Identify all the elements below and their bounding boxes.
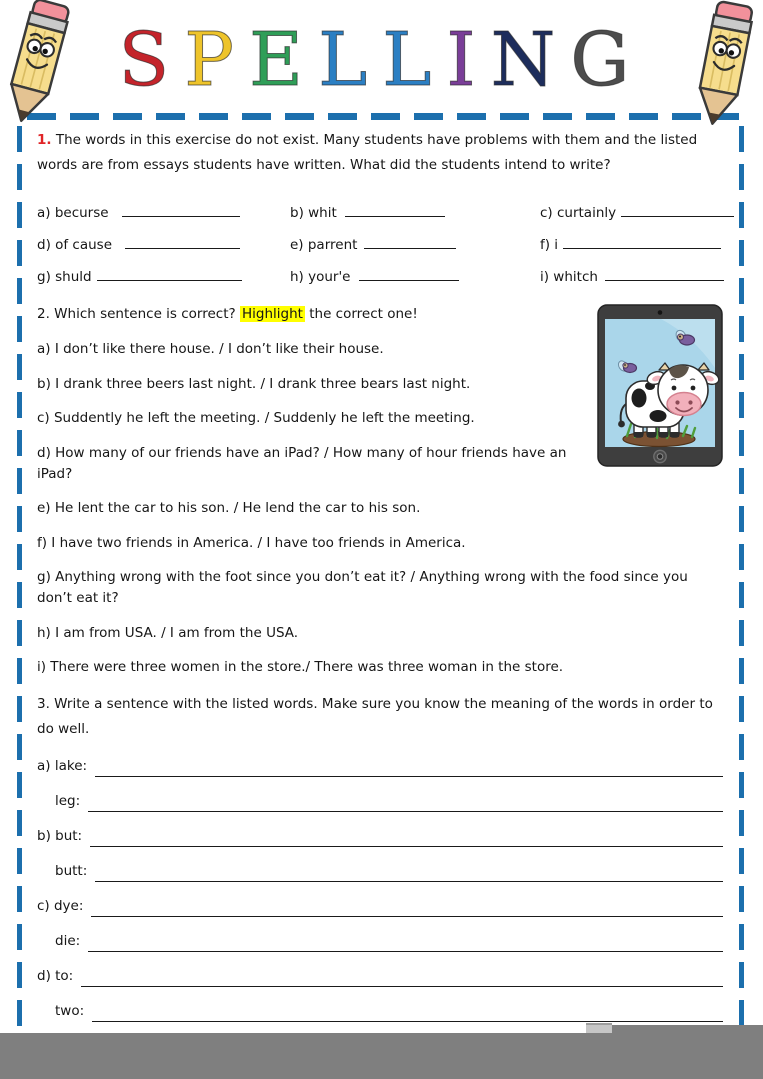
word-label: e) parrent (290, 236, 358, 253)
write-sentence-row (37, 966, 723, 987)
page-title (119, 12, 645, 108)
word-label: d) to: (37, 968, 74, 984)
exercise-1-number: 1. (37, 132, 52, 148)
answer-blank (91, 900, 723, 917)
exercise-3-prompt-text: Write a sentence with the listed words. Make sure you know the meaning of the words in order to do well. (37, 696, 713, 737)
dashed-border-top (27, 113, 739, 120)
sentence-choice-item: b) I drank three beers last night. / I drank three bears last night. (37, 375, 471, 392)
word-label: b) whit (290, 204, 337, 221)
title-letter: G (570, 17, 645, 103)
answer-blank (95, 865, 723, 882)
answer-blank (125, 234, 240, 249)
sentence-choice-item: e) He lent the car to his son. / He lend the car to his son. (37, 500, 421, 516)
exercise-3-prompt (37, 692, 723, 742)
sentence-choice-item: f) I have two friends in America. / I have too friends in America. (37, 534, 466, 551)
write-sentence-row (37, 826, 723, 847)
answer-blank (364, 234, 456, 249)
word-item (37, 202, 290, 224)
exercise-1-prompt-text: The words in this exercise do not exist. Many students have problems with them and the listed words are from essays students have written. What did the students intend to write? (37, 132, 698, 173)
sentence-choice-item: c) Suddently he left the meeting. / Suddenly he left the meeting. (37, 410, 475, 426)
word-item (290, 266, 540, 288)
word-label: f) i (540, 236, 559, 253)
exercise-2 (37, 302, 723, 679)
word-item (540, 266, 734, 288)
title-letter: E (249, 17, 319, 103)
word-label: a) becurse (37, 204, 109, 221)
write-sentence-row (37, 791, 723, 812)
title-letter: I (446, 17, 491, 103)
answer-blank (88, 795, 723, 812)
write-sentence-row (37, 756, 723, 777)
word-label: two: (55, 1003, 85, 1019)
write-sentence-row (37, 1001, 723, 1022)
word-label: leg: (55, 793, 81, 809)
answer-blank (621, 202, 734, 217)
exercise-1-prompt (37, 128, 723, 178)
answer-blank (345, 202, 445, 217)
sentence-choice-item: a) I don’t like there house. / I don’t like their house. (37, 341, 384, 357)
word-label: die: (55, 933, 81, 949)
write-sentence-row (37, 861, 723, 882)
answer-blank (92, 1005, 723, 1022)
tablet-cow-image (597, 304, 723, 467)
exercise-2-prompt-text: the correct one! (304, 305, 418, 322)
bottom-gray-bar (0, 1033, 763, 1079)
word-item (290, 202, 540, 224)
dashed-border-right (739, 126, 744, 1025)
answer-blank (81, 970, 723, 987)
word-label: i) whitch (540, 268, 598, 285)
title-letter: S (118, 17, 185, 103)
dashed-border-left (17, 126, 22, 1033)
sentence-choice-item: g) Anything wrong with the foot since you don’t eat it? / Anything wrong with the food since you don’t eat it? (37, 569, 688, 606)
word-item (540, 202, 734, 224)
worksheet-content (37, 122, 723, 1057)
exercise-1-answers (37, 192, 723, 288)
exercise-2-prompt-text: 2. Which sentence is correct? (37, 305, 240, 322)
exercise-1 (37, 128, 723, 288)
sentence-choice-item: d) How many of our friends have an iPad? / How many of hour friends have an iPad? (37, 444, 567, 482)
word-item (37, 266, 290, 288)
sentence-choice-item: i) There were three women in the store./ There was three woman in the store. (37, 659, 564, 675)
word-label: d) of cause (37, 236, 113, 253)
word-label: c) curtainly (540, 204, 617, 221)
scrollbar-fragment (586, 1023, 612, 1033)
title-banner (0, 6, 763, 118)
word-item (540, 234, 734, 256)
answer-blank (359, 266, 459, 281)
title-letter: N (490, 17, 571, 103)
word-label: b) but: (37, 828, 83, 844)
write-sentence-row (37, 896, 723, 917)
answer-blank (88, 935, 723, 952)
title-letter: P (184, 17, 250, 103)
highlighted-word: Highlight (241, 305, 303, 322)
bottom-gray-bar (612, 1025, 763, 1033)
word-label: butt: (55, 863, 88, 879)
exercise-3 (37, 692, 723, 1057)
write-sentence-row (37, 931, 723, 952)
answer-blank (122, 202, 240, 217)
word-item (37, 234, 290, 256)
answer-blank (97, 266, 242, 281)
title-letter: L (382, 17, 447, 103)
word-label: a) lake: (37, 758, 88, 774)
word-label: h) your'e (290, 268, 351, 285)
answer-blank (95, 760, 723, 777)
camera-icon (658, 310, 663, 315)
title-letter: L (318, 17, 383, 103)
sentence-choice-item: h) I am from USA. / I am from the USA. (37, 624, 299, 641)
answer-blank (605, 266, 724, 281)
word-label: c) dye: (37, 898, 84, 914)
answer-blank (563, 234, 721, 249)
answer-blank (90, 830, 723, 847)
word-item (290, 234, 540, 256)
word-label: g) shuld (37, 268, 92, 285)
exercise-3-number: 3. (37, 696, 50, 712)
